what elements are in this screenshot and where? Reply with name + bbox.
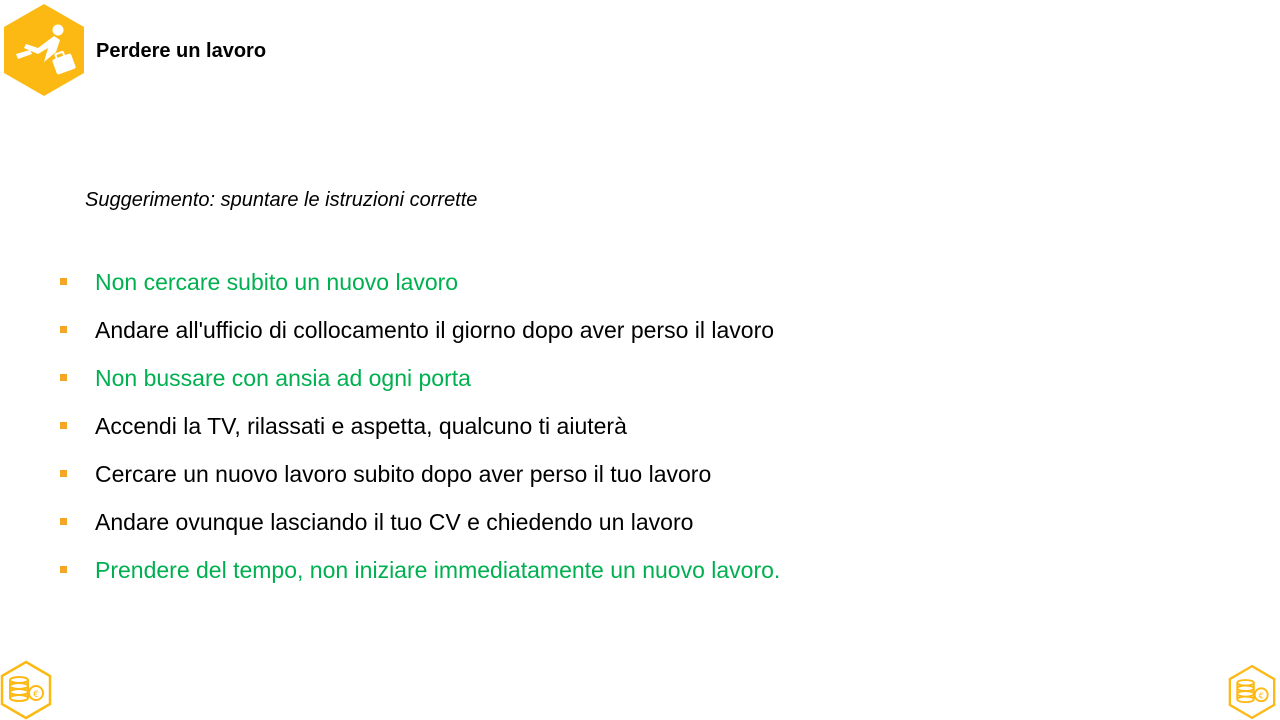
list-item-text: Cercare un nuovo lavoro subito dopo aver perso il tuo lavoro — [95, 461, 712, 487]
list-item-text: Andare ovunque lasciando il tuo CV e chiedendo un lavoro — [95, 509, 694, 535]
bullet-marker — [60, 326, 67, 333]
bullet-marker — [60, 470, 67, 477]
bullet-marker — [60, 374, 67, 381]
bullet-marker — [60, 278, 67, 285]
page-title: Perdere un lavoro — [96, 40, 267, 62]
list-item-text: Non cercare subito un nuovo lavoro — [95, 269, 459, 295]
svg-text:€: € — [33, 690, 39, 700]
bullet-marker — [60, 422, 67, 429]
coins-euro-icon — [0, 660, 52, 720]
list-item-text: Prendere del tempo, non iniziare immediatamente un nuovo lavoro. — [95, 557, 781, 583]
list-item-text: Accendi la TV, rilassati e aspetta, qualcuno ti aiuterà — [95, 413, 627, 439]
list-item-text: Andare all'ufficio di collocamento il giorno dopo aver perso il lavoro — [95, 317, 775, 343]
bullet-marker — [60, 518, 67, 525]
svg-text:€: € — [1258, 690, 1264, 701]
list-item-text: Non bussare con ansia ad ogni porta — [95, 365, 471, 391]
bullet-marker — [60, 566, 67, 573]
coins-euro-icon — [1228, 664, 1276, 720]
job-loss-icon — [4, 4, 84, 96]
hint-text: Suggerimento: spuntare le istruzioni corrette — [85, 189, 478, 211]
